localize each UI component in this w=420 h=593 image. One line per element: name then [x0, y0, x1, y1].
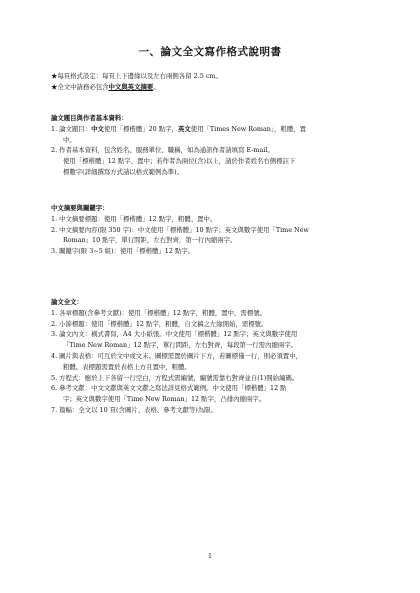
item-text: 標數字(詳細撰寫方式請以格式範例為準)。	[63, 167, 184, 176]
section-chinese-abstract	[51, 203, 369, 257]
list-item	[51, 329, 369, 340]
item-text: 5. 方程式：應於上下各留一行空白，方程式需編號，編號需靠右對齊並自(1)開始編碼。	[51, 373, 299, 382]
item-text: 1. 中文摘要標題：使用「標楷體」12 點字，粗體、置中。	[51, 214, 217, 223]
item-text: Roman」10 點字，單行間距，左右對齊，第一行內縮兩字。	[63, 236, 237, 245]
item-text: 4. 圖片與表格：可互於文中或文末。圖標需置於圖片下方，若圖標僅一行，則必須置中，	[51, 351, 302, 360]
list-item	[51, 145, 369, 156]
bold-text: 英文	[177, 124, 191, 133]
format-notes	[51, 71, 369, 93]
list-item	[51, 124, 369, 135]
list-item	[51, 214, 369, 225]
item-text: 2. 中文摘要內容(限 350 字)：中文使用「標楷體」10 點字；英文與數字使用「Time New	[51, 225, 309, 234]
item-text: 2. 小節標題：使用「標楷體」12 點字，粗體，自文稿之左緣開始，需標號。	[51, 319, 268, 328]
section-title-author	[51, 113, 369, 178]
item-text: 3. 論文內文：橫式書寫，A4 大小紙張。中文使用「標楷體」12 點字；英文與數字使用	[51, 330, 298, 339]
item-text: 字；英文與數字使用「Time New Roman」12 點字，凸排內縮兩字。	[63, 395, 266, 404]
item-text: 使用「標楷體」12 點字、置中；若作者為兩位(含)以上，請於作者姓名右側標註下	[63, 157, 296, 166]
note-margins	[51, 71, 369, 82]
item-text: 中。	[63, 135, 76, 144]
list-item	[51, 362, 369, 373]
bold-text: 中文	[91, 124, 104, 133]
page-title: 一、論文全文寫作格式說明書	[138, 46, 282, 58]
note-emphasis: 中文與英文摘要	[108, 82, 154, 91]
list-item	[51, 235, 369, 246]
list-item	[51, 351, 369, 362]
section-full-text	[51, 297, 369, 416]
item-text: 1. 論文題目：	[51, 124, 92, 133]
section-heading: 論文題目與作者基本資料：	[51, 114, 128, 122]
item-text: 「Time New Roman」12 點字，單行間距，左右對齊，每段第一行需內縮兩字。	[63, 341, 298, 350]
item-text: 使用「標楷體」20 點字，	[103, 124, 178, 133]
item-text: 6. 參考文獻：中文文獻與英文文獻之寫法詳見格式範例。中文使用「標楷體」12 點	[51, 384, 287, 393]
list-item	[51, 135, 369, 146]
section-heading: 論文全文：	[51, 298, 83, 306]
list-item	[51, 167, 369, 178]
list-item	[51, 340, 369, 351]
list-item	[51, 308, 369, 319]
list-item	[51, 405, 369, 416]
list-item	[51, 394, 369, 405]
page-number: 1	[208, 553, 212, 560]
note-text: 。	[153, 82, 160, 91]
list-item	[51, 246, 369, 257]
item-text: 1. 各章標題(含參考文獻)：使用「標楷體」12 點字，粗體，置中，需標號。	[51, 308, 266, 317]
list-item	[51, 373, 369, 384]
list-item	[51, 319, 369, 330]
list-item	[51, 156, 369, 167]
list-item	[51, 225, 369, 236]
section-heading: 中文摘要與關鍵字：	[51, 204, 109, 212]
item-text: 粗體。表標題需置於表格上方且置中，粗體。	[63, 362, 191, 371]
list-item	[51, 383, 369, 394]
item-text: 3. 關鍵字(限 3~5 組)：使用「標楷體」12 點字。	[51, 247, 195, 256]
note-text: ★全文中請務必包含	[51, 82, 109, 91]
item-text: 7. 篇幅：全文以 10 頁(含圖片、表格、參考文獻等)為限。	[51, 405, 217, 414]
item-text: 2. 作者基本資料，包含姓名、服務單位、職稱，如為通訊作者請填寫 E-mail。	[51, 146, 274, 155]
note-abstract	[51, 82, 369, 93]
note-text: ★每頁格式設定：每頁上下邊緣以及左右兩側各留 2.5 cm。	[51, 72, 222, 80]
item-text: 使用「Times New Roman」，粗體，置	[190, 124, 307, 133]
